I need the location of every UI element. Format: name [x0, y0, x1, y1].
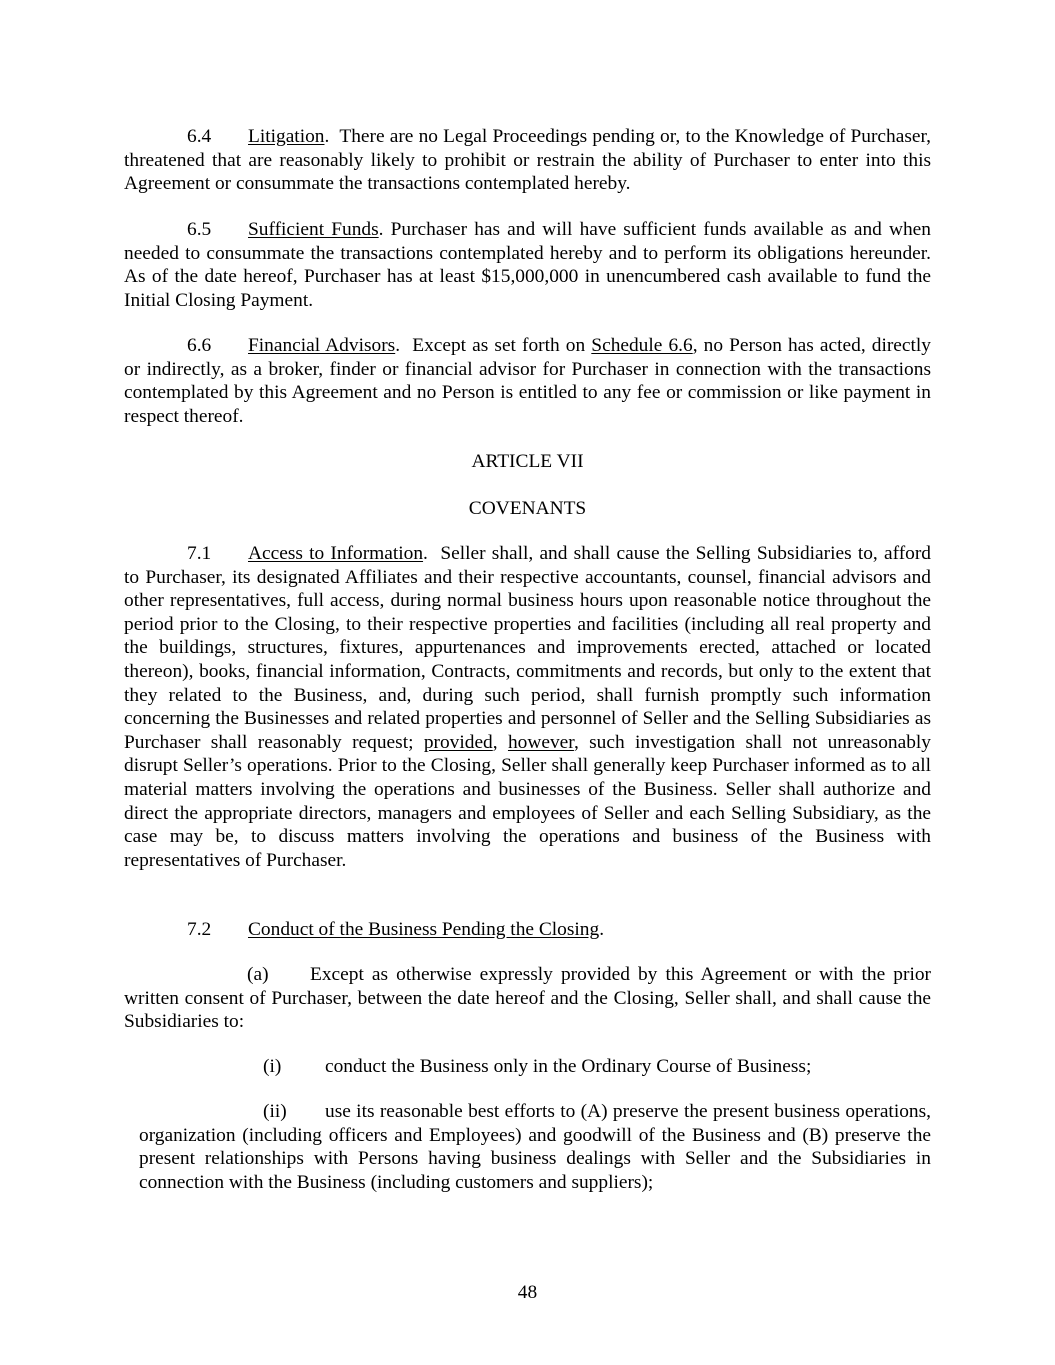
clause-i — [139, 1055, 931, 1079]
page-number: 48 — [517, 1282, 538, 1303]
schedule-reference: Schedule 6.6 — [591, 335, 693, 356]
section-number: 6.5 — [187, 219, 212, 240]
section-number: 7.2 — [187, 919, 212, 940]
clause-text: use its reasonable best efforts to (A) preserve the present business operations, organization (including officers and Employees) and goodwill of the Business and (B) preserve the present relationships with Persons having business dealings with Seller and the Subsidiaries in connection with the Business (including customers and suppliers); — [139, 1101, 931, 1193]
subsection-label: (a) — [247, 964, 269, 985]
section-text-continued: , such investigation shall not unreasonably disrupt Seller’s operations. Prior to the Closing, Seller shall generally keep Purchaser informed as to all material matters involving the operations and businesses of the Business. Seller shall authorize and direct the appropriate directors, managers and employees of Seller and each Selling Subsidiary, as the case may be, to discuss matters involving the operations and business of the Business with representatives of Purchaser. — [124, 731, 931, 871]
article-number: ARTICLE VII — [471, 451, 584, 472]
section-heading: Financial Advisors — [248, 335, 396, 356]
clause-ii — [139, 1100, 931, 1194]
article-title: COVENANTS — [468, 498, 587, 519]
section-6-5: 6.5 Sufficient Funds. Purchaser has and will have sufficient funds available as and when needed to consummate the transactions contemplated hereby and to perform its obligations hereunder. As of the date hereof, Purchaser has at least $15,000,000 in unencumbered cash available to fund the Initial Closing Payment. — [124, 219, 931, 311]
section-number: 6.6 — [187, 335, 212, 356]
section-heading: Access to Information — [248, 543, 424, 564]
section-text: Seller shall, and shall cause the Selling Subsidiaries to, afford to Purchaser, its designated Affiliates and their respective accountants, counsel, financial advisors and other representatives, full access, during normal business hours upon reasonable notice throughout the period prior to the Closing, to their respective properties and facilities (including all real property and the buildings, structures, fixtures, appurtenances and improvements erected, attached or located thereon), books, financial information, Contracts, commitments and records, but only to the extent that they related to the Business, and, during such period, shall furnish promptly such information concerning the Businesses and related properties and personnel of Seller and the Selling Subsidiaries as Purchaser shall reasonably request; — [124, 543, 932, 753]
however-term: however — [507, 731, 574, 753]
section-heading: Sufficient Funds — [248, 219, 379, 240]
section-text-after: , no Person has acted, directly or indirectly, as a broker, finder or financial advisor for Purchaser in connection with the transactions contemplated by this Agreement and no Person is entitled to any fee or commission or like payment in respect thereof. — [124, 335, 931, 427]
section-heading: Litigation — [248, 126, 325, 147]
provided-term: provided — [423, 731, 493, 753]
clause-label: (ii) — [263, 1101, 287, 1122]
section-7-1: 7.1 Access to Information. Seller shall, and shall cause the Selling Subsidiaries to, afford to Purchaser, its designated Affiliates and their respective accountants, counsel, financial advisors and other representatives, full access, during normal business hours upon reasonable notice throughout the period prior to the Closing, to their respective properties and facilities (including all real property and the buildings, structures, fixtures, appurtenances and improvements erected, attached or located thereon), books, financial information, Contracts, commitments and records, but only to the extent that they related to the Business, and, during such period, shall furnish promptly such information concerning the Businesses and related properties and personnel of Seller and the Selling Subsidiaries as Purchaser shall reasonably request; provided, however, such investigation shall not unreasonably disrupt Seller’s operations. Prior to the Closing, Seller shall generally keep Purchaser informed as to all material matters involving the operations and businesses of the Business. Seller shall authorize and direct the appropriate directors, managers and employees of Seller and each Selling Subsidiary, as the case may be, to discuss matters involving the operations and business of the Business with representatives of Purchaser. — [124, 543, 932, 871]
section-6-6: 6.6 Financial Advisors. Except as set forth on Schedule 6.6, no Person has acted, directly or indirectly, as a broker, finder or financial advisor for Purchaser in connection with the transactions contemplated by this Agreement and no Person is entitled to any fee or commission or like payment in respect thereof. — [124, 335, 931, 427]
section-text-before: Except as set forth on — [412, 335, 586, 356]
section-heading: Conduct of the Business Pending the Closing — [248, 919, 600, 940]
section-number: 7.1 — [187, 543, 212, 564]
subsection-text: Except as otherwise expressly provided by this Agreement or with the prior written consent of Purchaser, between the date hereof and the Closing, Seller shall, and shall cause the Subsidiaries to: — [124, 964, 931, 1033]
subsection-a — [124, 963, 931, 1034]
clause-text: conduct the Business only in the Ordinary Course of Business; — [325, 1056, 812, 1077]
section-text: Purchaser has and will have sufficient funds available as and when needed to consummate the transactions contemplated hereby and to perform its obligations hereunder. As of the date hereof, Purchaser has at least $15,000,000 in unencumbered cash available to fund the Initial Closing Payment. — [124, 219, 931, 311]
section-6-4: 6.4 Litigation. There are no Legal Proceedings pending or, to the Knowledge of Purchaser, threatened that are reasonably likely to prohibit or restrain the ability of Purchaser to enter into this Agreement or consummate the transactions contemplated hereby. — [124, 126, 931, 195]
section-number: 6.4 — [187, 126, 212, 147]
section-7-2: 7.2 Conduct of the Business Pending the Closing. — [187, 919, 605, 940]
section-text: There are no Legal Proceedings pending or, to the Knowledge of Purchaser, threatened that are reasonably likely to prohibit or restrain the ability of Purchaser to enter into this Agreement or consummate the transactions contemplated hereby. — [124, 126, 931, 195]
clause-label: (i) — [263, 1056, 282, 1077]
